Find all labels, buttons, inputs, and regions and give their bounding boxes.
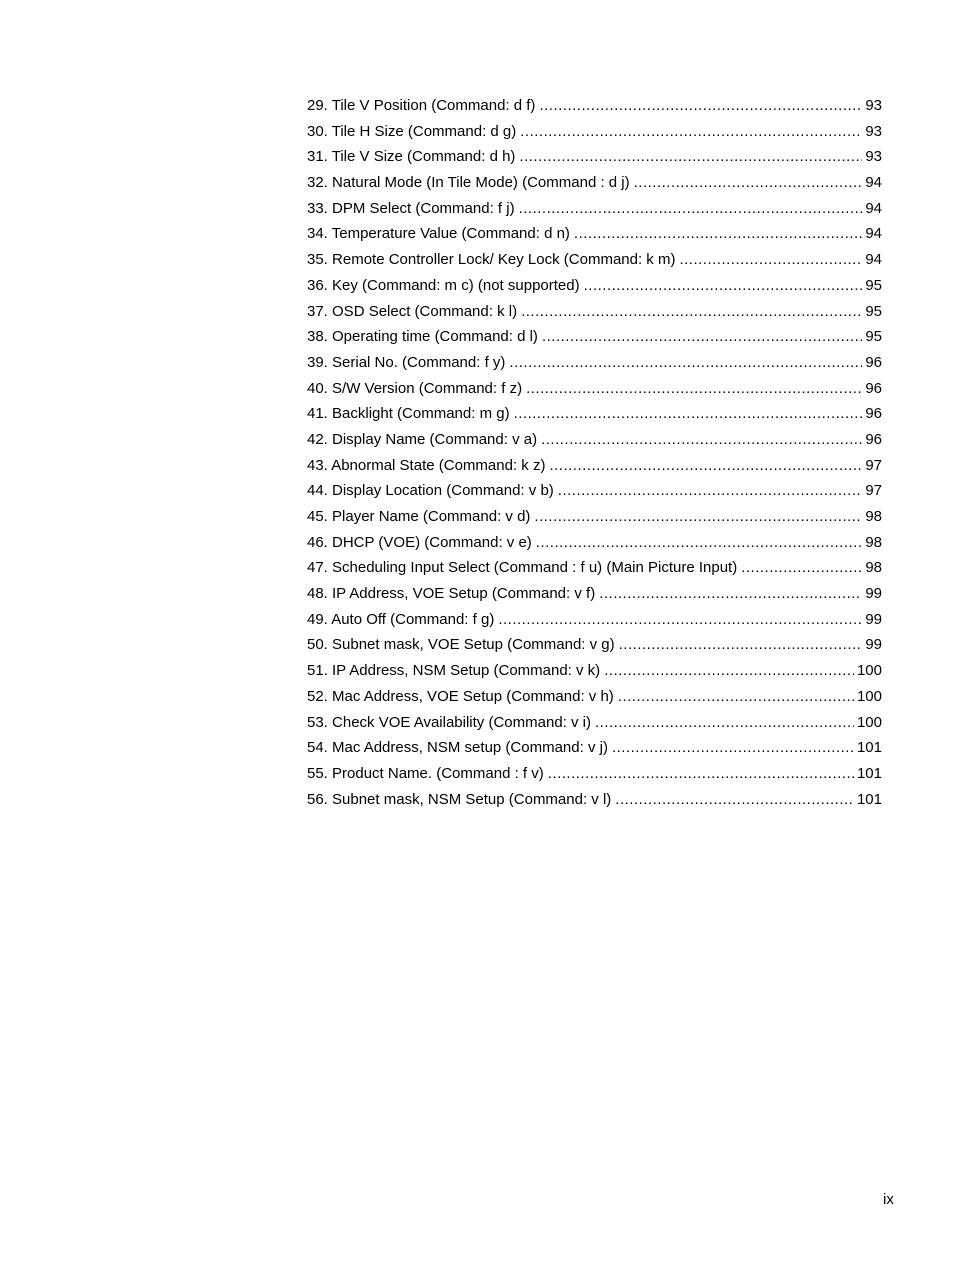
toc-dot-leader <box>574 221 862 247</box>
toc-dot-leader <box>549 453 862 479</box>
toc-dot-leader <box>534 504 862 530</box>
toc-dot-leader <box>599 581 862 607</box>
toc-dot-leader <box>618 684 854 710</box>
toc-dot-leader <box>509 350 862 376</box>
toc-entry-page: 99 <box>865 585 882 603</box>
toc-entry-page: 97 <box>865 482 882 500</box>
toc-entry-title: 36. Key (Command: m c) (not supported) <box>307 276 580 294</box>
toc-entry-title: 43. Abnormal State (Command: k z) <box>307 456 546 474</box>
toc-entry[interactable] <box>307 787 882 813</box>
toc-entry[interactable] <box>307 684 882 710</box>
toc-entry-page: 101 <box>856 739 882 757</box>
toc-entry[interactable] <box>307 401 882 427</box>
toc-entry[interactable] <box>307 504 882 530</box>
toc-entry[interactable] <box>307 530 882 556</box>
toc-entry-page: 93 <box>865 97 882 114</box>
toc-entry[interactable] <box>307 299 882 325</box>
toc-entry-title: 56. Subnet mask, NSM Setup (Command: v l) <box>307 790 612 808</box>
toc-entry-title: 47. Scheduling Input Select (Command : f u) (Main Picture Input) <box>307 559 738 577</box>
toc-entry[interactable] <box>307 273 882 299</box>
toc-entry-page: 100 <box>856 713 882 731</box>
toc-entry-page: 95 <box>865 276 882 294</box>
toc-entry-title: 45. Player Name (Command: v d) <box>307 508 531 525</box>
toc-entry-page: 99 <box>865 636 882 654</box>
toc-entry-page: 96 <box>865 430 882 448</box>
toc-entry[interactable] <box>307 93 882 119</box>
toc-entry-page: 99 <box>865 610 882 628</box>
toc-entry-page: 97 <box>865 456 882 474</box>
toc-entry-title: 52. Mac Address, VOE Setup (Command: v h) <box>307 687 614 705</box>
toc-entry-title: 37. OSD Select (Command: k l) <box>307 302 518 320</box>
toc-entry[interactable] <box>307 478 882 504</box>
page-number: ix <box>883 1191 894 1208</box>
toc-entry-page: 100 <box>856 687 882 705</box>
toc-entry-title: 39. Serial No. (Command: f y) <box>307 353 506 371</box>
toc-entry-page: 101 <box>856 764 882 782</box>
toc-entry-title: 33. DPM Select (Command: f j) <box>307 199 515 217</box>
toc-dot-leader <box>519 144 862 170</box>
toc-dot-leader <box>548 761 854 787</box>
toc-entry-title: 35. Remote Controller Lock/ Key Lock (Command: k m) <box>307 251 676 269</box>
toc-entry[interactable] <box>307 658 882 684</box>
toc-entry[interactable] <box>307 247 882 273</box>
toc-entry-title: 51. IP Address, NSM Setup (Command: v k) <box>307 662 601 680</box>
toc-entry-page: 94 <box>865 225 882 243</box>
toc-entry-title: 46. DHCP (VOE) (Command: v e) <box>307 533 532 551</box>
toc-entry-page: 95 <box>865 328 882 346</box>
toc-dot-leader <box>519 196 863 222</box>
toc-entry-title: 38. Operating time (Command: d l) <box>307 328 538 346</box>
toc-entry[interactable] <box>307 632 882 658</box>
toc-dot-leader <box>558 478 863 504</box>
toc-entry[interactable] <box>307 196 882 222</box>
toc-entry-page: 98 <box>865 533 882 551</box>
toc-entry-title: 41. Backlight (Command: m g) <box>307 405 510 423</box>
toc-dot-leader <box>498 607 862 633</box>
toc-entry[interactable] <box>307 761 882 787</box>
toc-dot-leader <box>539 93 862 119</box>
toc-entry[interactable] <box>307 350 882 376</box>
toc-entry[interactable] <box>307 144 882 170</box>
toc-entry-page: 100 <box>856 662 882 680</box>
toc-entry-page: 96 <box>865 353 882 371</box>
toc-dot-leader <box>634 170 863 196</box>
table-of-contents <box>307 93 882 812</box>
toc-entry-page: 94 <box>865 174 882 192</box>
toc-entry-page: 94 <box>865 251 882 269</box>
toc-dot-leader <box>526 376 862 402</box>
toc-dot-leader <box>679 247 862 273</box>
toc-entry[interactable] <box>307 427 882 453</box>
toc-dot-leader <box>541 427 862 453</box>
toc-dot-leader <box>542 324 862 350</box>
toc-entry-title: 42. Display Name (Command: v a) <box>307 430 538 448</box>
toc-entry[interactable] <box>307 170 882 196</box>
toc-entry-title: 53. Check VOE Availability (Command: v i) <box>307 713 591 731</box>
toc-entry[interactable] <box>307 555 882 581</box>
toc-entry[interactable] <box>307 376 882 402</box>
toc-entry-title: 40. S/W Version (Command: f z) <box>307 379 523 397</box>
toc-dot-leader <box>604 658 854 684</box>
toc-entry-page: 96 <box>865 379 882 397</box>
toc-entry-title: 29. Tile V Position (Command: d f) <box>307 97 536 114</box>
toc-dot-leader <box>619 632 863 658</box>
toc-entry[interactable] <box>307 735 882 761</box>
toc-entry-page: 94 <box>865 199 882 217</box>
toc-entry-page: 98 <box>865 559 882 577</box>
toc-entry-page: 95 <box>865 302 882 320</box>
toc-entry[interactable] <box>307 581 882 607</box>
toc-entry-title: 50. Subnet mask, VOE Setup (Command: v g) <box>307 636 615 654</box>
toc-dot-leader <box>615 787 854 813</box>
toc-entry-page: 101 <box>856 790 882 808</box>
toc-entry-title: 44. Display Location (Command: v b) <box>307 482 554 500</box>
toc-dot-leader <box>612 735 854 761</box>
toc-dot-leader <box>520 119 862 145</box>
toc-dot-leader <box>595 710 854 736</box>
toc-entry-title: 31. Tile V Size (Command: d h) <box>307 148 516 166</box>
toc-entry[interactable] <box>307 221 882 247</box>
toc-dot-leader <box>521 299 862 325</box>
toc-entry-title: 49. Auto Off (Command: f g) <box>307 610 495 628</box>
toc-dot-leader <box>514 401 863 427</box>
toc-entry-title: 34. Temperature Value (Command: d n) <box>307 225 570 243</box>
toc-entry-title: 30. Tile H Size (Command: d g) <box>307 122 517 140</box>
toc-entry[interactable] <box>307 324 882 350</box>
toc-entry-page: 98 <box>865 508 882 525</box>
toc-dot-leader <box>584 273 863 299</box>
toc-entry-title: 32. Natural Mode (In Tile Mode) (Command : d j) <box>307 174 630 192</box>
toc-entry-page: 93 <box>865 148 882 166</box>
toc-entry-page: 93 <box>865 122 882 140</box>
toc-dot-leader <box>741 555 862 581</box>
toc-entry[interactable] <box>307 710 882 736</box>
toc-entry-title: 54. Mac Address, NSM setup (Command: v j) <box>307 739 608 757</box>
toc-entry-page: 96 <box>865 405 882 423</box>
toc-entry-title: 48. IP Address, VOE Setup (Command: v f) <box>307 585 596 603</box>
toc-entry[interactable] <box>307 453 882 479</box>
toc-entry[interactable] <box>307 607 882 633</box>
toc-entry[interactable] <box>307 119 882 145</box>
toc-dot-leader <box>536 530 863 556</box>
toc-entry-title: 55. Product Name. (Command : f v) <box>307 764 544 782</box>
